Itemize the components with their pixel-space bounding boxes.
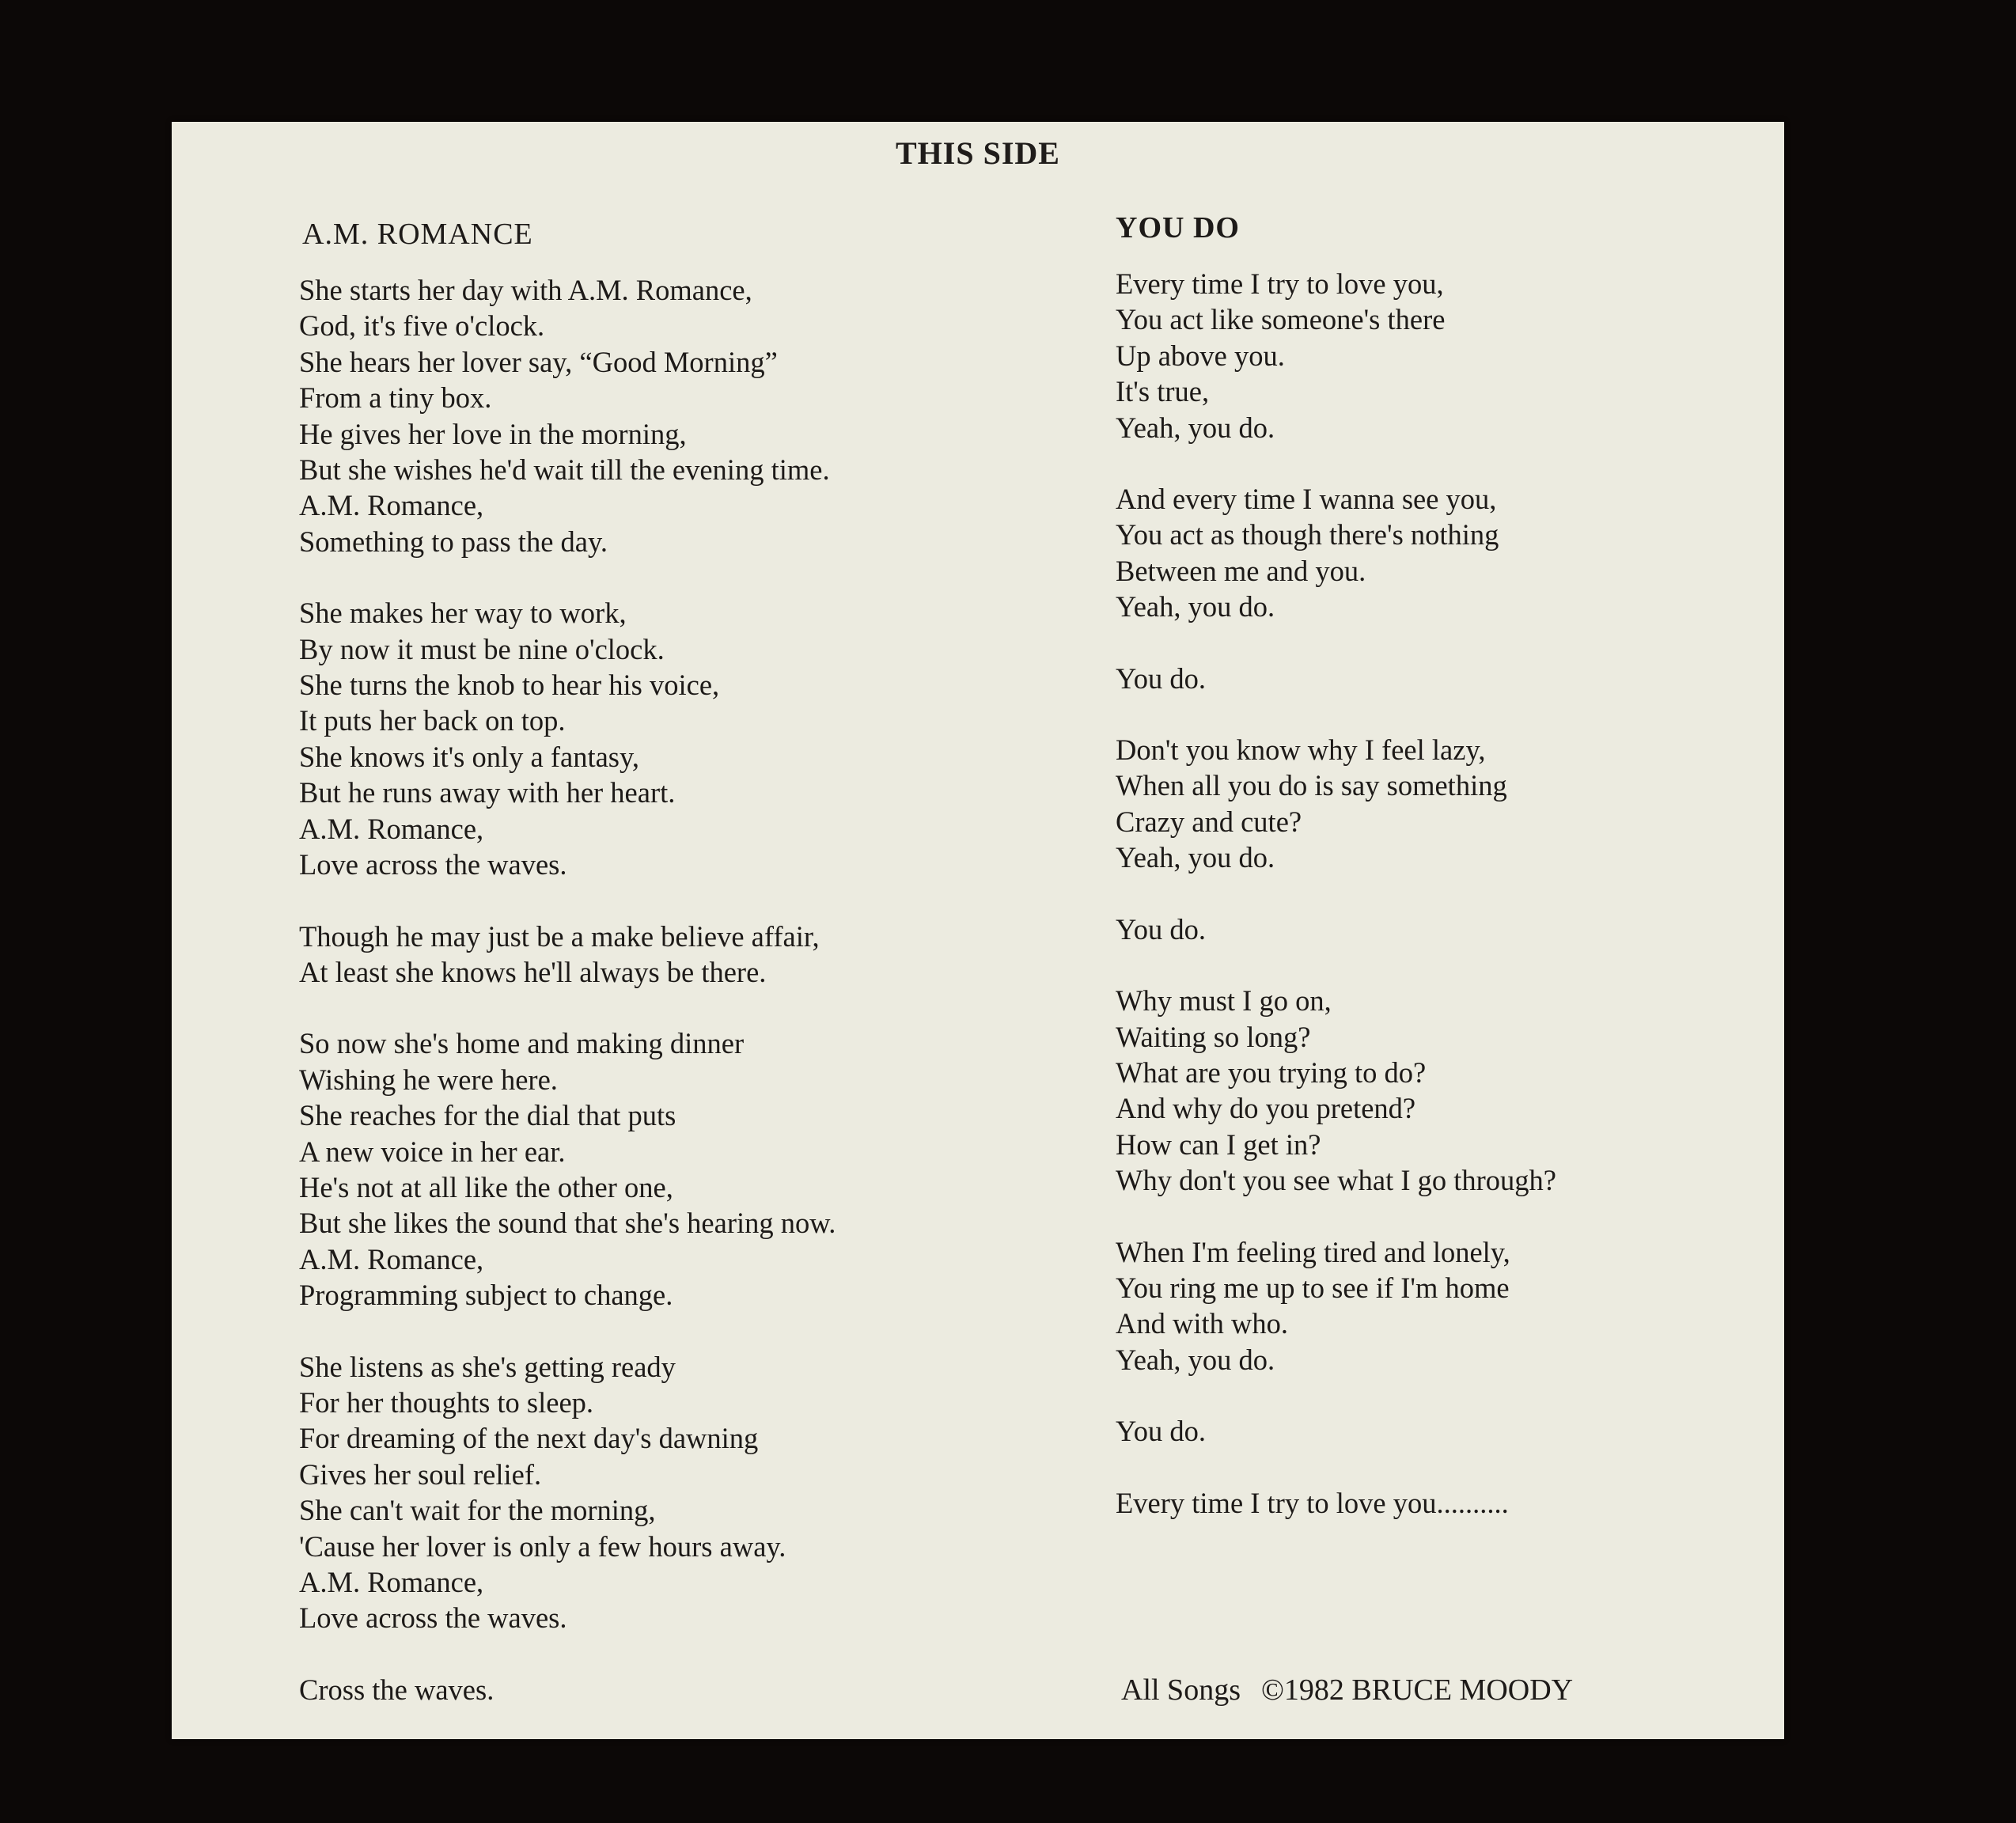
- stanza: [299, 272, 836, 559]
- lyrics-you-do: [1116, 266, 1556, 1556]
- lyric-line: You act like someone's there: [1116, 303, 1446, 336]
- lyric-line: She reaches for the dial that puts: [299, 1099, 676, 1132]
- lyric-line: Wishing he were here.: [299, 1063, 558, 1096]
- song-title-you-do: YOU DO: [1116, 211, 1240, 244]
- stanza: [299, 1672, 836, 1707]
- lyric-line: Cross the waves.: [299, 1673, 495, 1706]
- lyric-line: A.M. Romance,: [299, 1242, 484, 1275]
- lyric-line: Yeah, you do.: [1116, 1343, 1275, 1376]
- stanza: [1116, 661, 1556, 696]
- stanza: [299, 595, 836, 882]
- lyric-line: Every time I try to love you..........: [1116, 1486, 1509, 1519]
- lyric-line: But she wishes he'd wait till the evening time.: [299, 453, 830, 487]
- lyric-line: Every time I try to love you,: [1116, 267, 1444, 300]
- lyric-line: He gives her love in the morning,: [299, 417, 687, 450]
- lyric-line: When I'm feeling tired and lonely,: [1116, 1235, 1510, 1268]
- lyric-line: Waiting so long?: [1116, 1020, 1311, 1053]
- lyric-line: So now she's home and making dinner: [299, 1027, 745, 1060]
- lyric-line: You do.: [1116, 912, 1206, 946]
- lyric-line: By now it must be nine o'clock.: [299, 632, 665, 665]
- lyric-line: Programming subject to change.: [299, 1279, 673, 1312]
- lyrics-am-romance: [299, 272, 836, 1743]
- lyric-line: And every time I wanna see you,: [1116, 483, 1497, 516]
- lyric-line: A.M. Romance,: [299, 489, 484, 522]
- side-header: THIS SIDE: [896, 135, 1060, 171]
- lyric-line: But she likes the sound that she's hearing now.: [299, 1207, 836, 1240]
- lyric-line: Crazy and cute?: [1116, 805, 1302, 838]
- lyric-line: From a tiny box.: [299, 381, 492, 415]
- lyric-line: A.M. Romance,: [299, 1566, 484, 1598]
- stanza: [299, 919, 836, 991]
- lyric-line: For dreaming of the next day's dawning: [299, 1422, 759, 1455]
- stanza: [1116, 732, 1556, 876]
- copyright-text: ©1982 BRUCE MOODY: [1260, 1673, 1574, 1707]
- stanza: [299, 1025, 836, 1313]
- lyric-line: And why do you pretend?: [1116, 1092, 1416, 1125]
- lyric-line: For her thoughts to sleep.: [299, 1385, 594, 1419]
- lyric-line: Why must I go on,: [1116, 984, 1332, 1018]
- lyric-line: What are you trying to do?: [1116, 1056, 1427, 1089]
- lyric-line: When all you do is say something: [1116, 769, 1507, 802]
- lyric-line: You act as though there's nothing: [1116, 518, 1499, 551]
- lyric-line: Though he may just be a make believe affair,: [299, 919, 820, 953]
- lyric-line: It puts her back on top.: [299, 704, 566, 737]
- lyric-line: A.M. Romance,: [299, 812, 484, 845]
- lyric-line: 'Cause her lover is only a few hours away.: [299, 1529, 786, 1563]
- lyric-sheet: [172, 122, 1784, 1739]
- lyric-line: She can't wait for the morning,: [299, 1494, 656, 1527]
- lyric-line: She turns the knob to hear his voice,: [299, 669, 720, 702]
- lyric-line: And with who.: [1116, 1307, 1288, 1340]
- stanza: [1116, 983, 1556, 1198]
- lyric-line: How can I get in?: [1116, 1128, 1321, 1161]
- lyric-line: Between me and you.: [1116, 554, 1366, 587]
- lyric-line: She knows it's only a fantasy,: [299, 740, 639, 773]
- lyric-line: She makes her way to work,: [299, 597, 627, 630]
- lyric-line: But he runs away with her heart.: [299, 776, 676, 809]
- lyric-line: At least she knows he'll always be there.: [299, 955, 767, 988]
- stanza: [1116, 912, 1556, 947]
- lyric-line: She starts her day with A.M. Romance,: [299, 274, 752, 306]
- lyric-line: Yeah, you do.: [1116, 841, 1275, 874]
- lyric-line: A new voice in her ear.: [299, 1135, 566, 1168]
- lyric-line: You ring me up to see if I'm home: [1116, 1271, 1510, 1304]
- lyric-line: She hears her lover say, “Good Morning”: [299, 345, 778, 378]
- lyric-line: You do.: [1116, 1415, 1206, 1448]
- lyric-line: Why don't you see what I go through?: [1116, 1164, 1556, 1197]
- stanza: [299, 1349, 836, 1636]
- lyric-line: Something to pass the day.: [299, 525, 608, 558]
- lyric-line: God, it's five o'clock.: [299, 309, 545, 343]
- song-title-am-romance: A.M. ROMANCE: [302, 218, 533, 251]
- copyright-label: All Songs: [1121, 1673, 1241, 1707]
- stanza: [1116, 266, 1556, 445]
- lyric-line: It's true,: [1116, 375, 1210, 408]
- lyric-line: Don't you know why I feel lazy,: [1116, 733, 1486, 767]
- stanza: [1116, 1413, 1556, 1449]
- stanza: [1116, 1234, 1556, 1378]
- lyric-line: Love across the waves.: [299, 1601, 567, 1635]
- lyric-line: Yeah, you do.: [1116, 411, 1275, 444]
- lyric-line: Up above you.: [1116, 339, 1285, 372]
- lyric-line: Love across the waves.: [299, 848, 567, 881]
- lyric-line: You do.: [1116, 661, 1206, 695]
- lyric-line: He's not at all like the other one,: [299, 1170, 673, 1203]
- stanza: [1116, 1485, 1556, 1521]
- copyright-notice: [1121, 1673, 1573, 1707]
- lyric-line: Yeah, you do.: [1116, 590, 1275, 623]
- lyric-line: She listens as she's getting ready: [299, 1350, 676, 1383]
- stanza: [1116, 481, 1556, 625]
- lyric-line: Gives her soul relief.: [299, 1457, 542, 1491]
